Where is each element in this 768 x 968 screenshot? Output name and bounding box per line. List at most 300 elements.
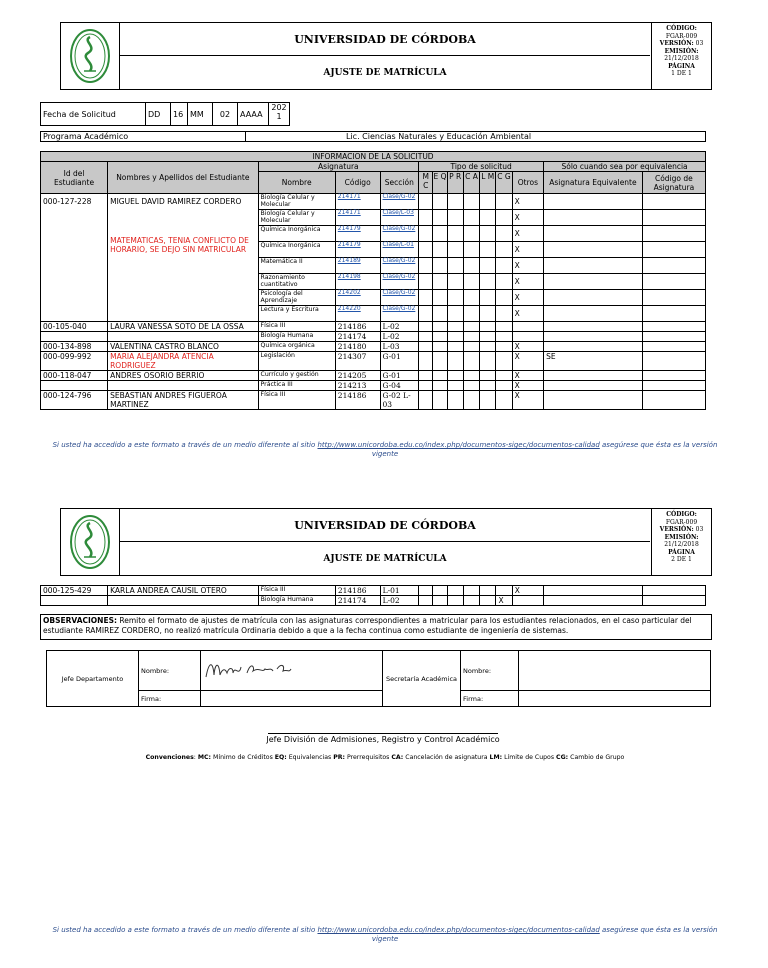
type-cell bbox=[496, 352, 512, 371]
subject-section-link[interactable]: Clase/G-02 bbox=[380, 226, 419, 242]
type-cell bbox=[433, 352, 447, 371]
otros-mark: X bbox=[512, 352, 544, 371]
table-row bbox=[41, 596, 706, 606]
subject-name: Química orgánica bbox=[258, 342, 335, 352]
student-name: ANDRES OSORIO BERRIO bbox=[108, 371, 258, 381]
type-cell bbox=[447, 194, 463, 210]
table-row bbox=[41, 391, 706, 410]
section-title: INFORMACION DE LA SOLICITUD bbox=[41, 152, 706, 162]
type-cell bbox=[480, 332, 496, 342]
type-cell bbox=[496, 242, 512, 258]
convencion-key: CG: bbox=[556, 754, 569, 761]
secretaria-label: Secretaría Académica bbox=[383, 651, 461, 707]
subject-section: G-02 L-03 bbox=[380, 391, 419, 410]
type-cell bbox=[463, 210, 479, 226]
otros-mark: X bbox=[512, 194, 544, 210]
type-cell bbox=[496, 371, 512, 381]
equiv-cell bbox=[544, 322, 643, 332]
equiv-code-cell bbox=[642, 332, 705, 342]
type-cell bbox=[433, 258, 447, 274]
subject-section: L-02 bbox=[380, 322, 419, 332]
page-number: 2 DE 1 bbox=[671, 556, 692, 563]
convencion-value: Prerrequisitos bbox=[346, 754, 390, 761]
otros-mark: X bbox=[512, 381, 544, 391]
otros-mark: X bbox=[512, 210, 544, 226]
type-cell bbox=[433, 290, 447, 306]
type-cell bbox=[463, 371, 479, 381]
type-cell bbox=[463, 306, 479, 322]
type-cell bbox=[447, 210, 463, 226]
type-cell bbox=[433, 226, 447, 242]
type-cell bbox=[480, 210, 496, 226]
table-row bbox=[41, 342, 706, 352]
student-id: 000-125-429 bbox=[41, 586, 108, 596]
university-logo bbox=[61, 23, 120, 89]
otros-mark: X bbox=[512, 290, 544, 306]
subject-name: Biología Celular y Molecular bbox=[258, 210, 335, 226]
col-id: Id del Estudiante bbox=[41, 162, 108, 194]
type-cell bbox=[496, 306, 512, 322]
division-label: Jefe División de Admisiones, Registro y Control Académico bbox=[266, 735, 500, 744]
student-id bbox=[41, 381, 108, 391]
type-cell bbox=[433, 274, 447, 290]
doc-meta: CÓDIGO: FGAR-009 VERSIÓN: 03 EMISIÓN: 21/12/2018 PÁGINA 2 DE 1 bbox=[651, 509, 711, 575]
type-cell bbox=[480, 381, 496, 391]
otros-mark: X bbox=[512, 391, 544, 410]
mm-label: MM bbox=[188, 103, 213, 126]
equiv-cell bbox=[544, 274, 643, 290]
type-cell bbox=[419, 290, 433, 306]
convencion-value: Cambio de Grupo bbox=[570, 754, 625, 761]
type-cell bbox=[480, 391, 496, 410]
student-name bbox=[108, 332, 258, 342]
programa-academico bbox=[40, 131, 706, 142]
subject-name: Física III bbox=[258, 391, 335, 410]
nombre-label-2: Nombre: bbox=[461, 651, 519, 691]
type-cell bbox=[419, 596, 433, 606]
type-cell bbox=[447, 274, 463, 290]
student-name: MARIA ALEJANDRA ATENCIA RODRIGUEZ bbox=[108, 352, 258, 371]
type-cell bbox=[433, 194, 447, 210]
type-cell bbox=[447, 258, 463, 274]
type-cell bbox=[496, 586, 512, 596]
doc-meta: CÓDIGO: FGAR-009 VERSIÓN: 03 EMISIÓN: 21/12/2018 PÁGINA 1 DE 1 bbox=[651, 23, 711, 89]
subject-section-link[interactable]: Clase/G-02 bbox=[380, 258, 419, 274]
type-cell bbox=[496, 391, 512, 410]
footer-note: Si usted ha accedido a este formato a través de un medio diferente al sitio http://www.unicordoba.edu.co/index.php/documentos-sigec/documentos-calidad asegúrese que ésta es la versión vigente bbox=[52, 441, 718, 458]
equiv-code-cell bbox=[642, 342, 705, 352]
type-cell bbox=[463, 274, 479, 290]
subject-section: G-01 bbox=[380, 371, 419, 381]
type-cell bbox=[496, 274, 512, 290]
subject-code: 214205 bbox=[335, 371, 380, 381]
convencion-key: LM: bbox=[489, 754, 503, 761]
university-logo bbox=[61, 509, 120, 575]
student-id: 00-105-040 bbox=[41, 322, 108, 332]
type-cell bbox=[419, 242, 433, 258]
aaaa-value: 202 1 bbox=[269, 103, 290, 126]
equiv-cell bbox=[544, 371, 643, 381]
nombre-field-2 bbox=[519, 651, 711, 691]
equiv-code-cell bbox=[642, 242, 705, 258]
programa-value: Lic. Ciencias Naturales y Educación Ambiental bbox=[246, 132, 706, 142]
subject-code: 214186 bbox=[335, 391, 380, 410]
subject-name: Biología Humana bbox=[258, 596, 335, 606]
type-cell bbox=[463, 290, 479, 306]
type-cell bbox=[433, 371, 447, 381]
type-cell bbox=[496, 210, 512, 226]
university-name: UNIVERSIDAD DE CÓRDOBA bbox=[120, 509, 650, 542]
equiv-code-cell bbox=[642, 596, 705, 606]
page1-header bbox=[60, 22, 712, 90]
col-asignatura: Asignatura bbox=[258, 162, 419, 172]
observaciones-text: Remito el formato de ajustes de matrícula con las asignaturas correspondientes a matricular para los estudiantes relacionados, en el caso particular del estudiante RAMIREZ CORDERO, no realizó matrícula Ordinaria debido a que a la fecha continua como estudiante de ingeniería de sistemas. bbox=[43, 616, 692, 635]
type-cell bbox=[419, 226, 433, 242]
dd-value: 16 bbox=[171, 103, 188, 126]
type-cell bbox=[480, 322, 496, 332]
subject-section-link[interactable]: Clase/G-02 bbox=[380, 274, 419, 290]
subject-code-link[interactable]: 214179 bbox=[335, 242, 380, 258]
convencion-key: PR: bbox=[333, 754, 345, 761]
convencion-value: Límite de Cupos bbox=[504, 754, 555, 761]
subject-name: Currículo y gestión bbox=[258, 371, 335, 381]
type-cell bbox=[480, 306, 496, 322]
type-cell bbox=[447, 596, 463, 606]
university-name: UNIVERSIDAD DE CÓRDOBA bbox=[120, 23, 650, 56]
programa-label: Programa Académico bbox=[41, 132, 246, 142]
type-cell bbox=[480, 371, 496, 381]
student-id: 000-134-898 bbox=[41, 342, 108, 352]
table-row bbox=[41, 322, 706, 332]
type-cell bbox=[496, 290, 512, 306]
subject-name: Legislación bbox=[258, 352, 335, 371]
observaciones-label: OBSERVACIONES: bbox=[43, 616, 117, 625]
mm-value: 02 bbox=[213, 103, 238, 126]
subject-code: 214174 bbox=[335, 596, 380, 606]
subject-section-link[interactable]: Clase/L-01 bbox=[380, 242, 419, 258]
dd-label: DD bbox=[146, 103, 171, 126]
type-cell bbox=[447, 586, 463, 596]
form-title: AJUSTE DE MATRÍCULA bbox=[323, 553, 447, 564]
type-cell bbox=[433, 332, 447, 342]
type-cell bbox=[496, 381, 512, 391]
otros-mark: X bbox=[512, 258, 544, 274]
table-row bbox=[41, 332, 706, 342]
type-cell bbox=[419, 274, 433, 290]
otros-mark: X bbox=[512, 306, 544, 322]
equiv-code-cell bbox=[642, 306, 705, 322]
convencion-key: CA: bbox=[391, 754, 404, 761]
otros-mark: X bbox=[512, 226, 544, 242]
subject-code-link[interactable]: 214189 bbox=[335, 258, 380, 274]
type-cell bbox=[463, 342, 479, 352]
firma-field bbox=[201, 691, 383, 707]
otros-mark: X bbox=[512, 371, 544, 381]
student-id: 000-124-796 bbox=[41, 391, 108, 410]
student-name-cell bbox=[108, 194, 258, 322]
type-cell bbox=[463, 586, 479, 596]
equiv-code-cell bbox=[642, 352, 705, 371]
student-name: VALENTINA CASTRO BLANCO bbox=[108, 342, 258, 352]
table-row bbox=[41, 381, 706, 391]
convencion-value: Cancelación de asignatura bbox=[405, 754, 488, 761]
type-cell bbox=[447, 342, 463, 352]
equiv-cell bbox=[544, 290, 643, 306]
type-mark: X bbox=[496, 596, 512, 606]
type-cell bbox=[447, 381, 463, 391]
table-row bbox=[41, 371, 706, 381]
col-cg: C G bbox=[496, 172, 512, 194]
type-cell bbox=[463, 226, 479, 242]
subject-name: Psicología del Aprendizaje bbox=[258, 290, 335, 306]
type-cell bbox=[480, 342, 496, 352]
col-seccion: Sección bbox=[380, 172, 419, 194]
table-row bbox=[41, 352, 706, 371]
equiv-cell bbox=[544, 210, 643, 226]
type-cell bbox=[447, 371, 463, 381]
equiv-cell bbox=[544, 586, 643, 596]
student-id bbox=[41, 332, 108, 342]
student-id: 000-099-992 bbox=[41, 352, 108, 371]
type-cell bbox=[433, 306, 447, 322]
type-cell bbox=[496, 322, 512, 332]
convenciones: Convenciones: MC: Mínimo de Créditos EQ: Equivalencias PR: Prerrequisitos CA: Cancelación de asignatura LM: Límite de Cupos CG: Cambio de Grupo bbox=[145, 754, 625, 761]
type-cell bbox=[480, 290, 496, 306]
type-cell bbox=[433, 381, 447, 391]
equiv-cell bbox=[544, 391, 643, 410]
subject-code-link[interactable]: 214198 bbox=[335, 274, 380, 290]
col-lm: L M bbox=[480, 172, 496, 194]
col-otros: Otros bbox=[512, 172, 544, 194]
equiv-code-cell bbox=[642, 371, 705, 381]
equiv-code-cell bbox=[642, 586, 705, 596]
equiv-cell bbox=[544, 342, 643, 352]
type-cell bbox=[463, 242, 479, 258]
subject-code: 214213 bbox=[335, 381, 380, 391]
subject-name: Práctica III bbox=[258, 381, 335, 391]
type-cell bbox=[463, 258, 479, 274]
subject-section: L-01 bbox=[380, 586, 419, 596]
type-cell bbox=[480, 352, 496, 371]
subject-section: L-02 bbox=[380, 596, 419, 606]
student-id: 000-118-047 bbox=[41, 371, 108, 381]
equiv-code-cell bbox=[642, 258, 705, 274]
table-row bbox=[41, 586, 706, 596]
type-cell bbox=[480, 226, 496, 242]
subject-name: Lectura y Escritura bbox=[258, 306, 335, 322]
type-cell bbox=[480, 274, 496, 290]
type-cell bbox=[433, 242, 447, 258]
page-number: 1 DE 1 bbox=[671, 70, 692, 77]
subject-section-link[interactable]: Clase/G-02 bbox=[380, 306, 419, 322]
type-cell bbox=[419, 194, 433, 210]
equiv-cell bbox=[544, 258, 643, 274]
subject-name: Química Inorgánica bbox=[258, 226, 335, 242]
type-cell bbox=[447, 332, 463, 342]
otros-mark: X bbox=[512, 342, 544, 352]
subject-section-link[interactable]: Clase/G-02 bbox=[380, 194, 419, 210]
type-cell bbox=[447, 322, 463, 332]
subject-name: Física III bbox=[258, 322, 335, 332]
type-cell bbox=[433, 342, 447, 352]
type-cell bbox=[480, 596, 496, 606]
subject-code-link[interactable]: 214220 bbox=[335, 306, 380, 322]
subject-code-link[interactable]: 214171 bbox=[335, 194, 380, 210]
subject-name: Biología Humana bbox=[258, 332, 335, 342]
col-tipo: Tipo de solicitud bbox=[419, 162, 544, 172]
col-pr: P R bbox=[447, 172, 463, 194]
student-name: SEBASTIAN ANDRES FIGUEROA MARTINEZ bbox=[108, 391, 258, 410]
table-row bbox=[41, 194, 706, 210]
type-cell bbox=[447, 226, 463, 242]
type-cell bbox=[496, 194, 512, 210]
student-name bbox=[108, 381, 258, 391]
convencion-key: MC: bbox=[197, 754, 212, 761]
type-cell bbox=[447, 290, 463, 306]
student-name: MIGUEL DAVID RAMIREZ CORDERO bbox=[110, 197, 242, 206]
type-cell bbox=[447, 391, 463, 410]
fecha-solicitud bbox=[40, 102, 290, 126]
type-cell bbox=[463, 332, 479, 342]
student-name: KARLA ANDREA CAUSIL OTERO bbox=[108, 586, 258, 596]
student-name: LAURA VANESSA SOTO DE LA OSSA bbox=[108, 322, 258, 332]
subject-section: G-01 bbox=[380, 352, 419, 371]
type-cell bbox=[480, 586, 496, 596]
equiv-cell: SE bbox=[544, 352, 643, 371]
subject-code: 214174 bbox=[335, 332, 380, 342]
equiv-cell bbox=[544, 332, 643, 342]
type-cell bbox=[419, 352, 433, 371]
equiv-code-cell bbox=[642, 210, 705, 226]
subject-section-link[interactable]: Clase/G-02 bbox=[380, 290, 419, 306]
type-cell bbox=[496, 226, 512, 242]
convencion-key: EQ: bbox=[274, 754, 287, 761]
equiv-cell bbox=[544, 381, 643, 391]
equiv-code-cell bbox=[642, 274, 705, 290]
type-cell bbox=[496, 342, 512, 352]
subject-name: Matemática II bbox=[258, 258, 335, 274]
type-cell bbox=[419, 210, 433, 226]
equiv-cell bbox=[544, 194, 643, 210]
form-title: AJUSTE DE MATRÍCULA bbox=[323, 67, 447, 78]
equiv-cell bbox=[544, 596, 643, 606]
type-cell bbox=[419, 391, 433, 410]
type-cell bbox=[463, 381, 479, 391]
subject-code-link[interactable]: 214179 bbox=[335, 226, 380, 242]
firma-label-2: Firma: bbox=[461, 691, 519, 707]
observaciones-box bbox=[40, 614, 712, 640]
page2-header bbox=[60, 508, 712, 576]
equiv-code-cell bbox=[642, 194, 705, 210]
subject-section: L-02 bbox=[380, 332, 419, 342]
subject-name: Razonamiento cuantitativo bbox=[258, 274, 335, 290]
type-cell bbox=[463, 391, 479, 410]
aaaa-label: AAAA bbox=[238, 103, 269, 126]
type-cell bbox=[496, 258, 512, 274]
col-cod-asig: Código de Asignatura bbox=[642, 172, 705, 194]
type-cell bbox=[480, 242, 496, 258]
col-mc: M C bbox=[419, 172, 433, 194]
subject-code: 214307 bbox=[335, 352, 380, 371]
equiv-code-cell bbox=[642, 290, 705, 306]
type-cell bbox=[419, 306, 433, 322]
subject-code: 214180 bbox=[335, 342, 380, 352]
col-equivalencia: Sólo cuando sea por equivalencia bbox=[544, 162, 706, 172]
subject-name: Química Inorgánica bbox=[258, 242, 335, 258]
col-codigo: Código bbox=[335, 172, 380, 194]
student-id: 000-127-228 bbox=[41, 194, 108, 322]
type-cell bbox=[433, 596, 447, 606]
col-eq: E Q bbox=[433, 172, 447, 194]
subject-code-link[interactable]: 214171 bbox=[335, 210, 380, 226]
firma-field-2 bbox=[519, 691, 711, 707]
type-cell bbox=[447, 306, 463, 322]
firma-label: Firma: bbox=[139, 691, 201, 707]
type-mark: X bbox=[512, 586, 544, 596]
otros-mark bbox=[512, 322, 544, 332]
type-cell bbox=[463, 194, 479, 210]
fecha-label: Fecha de Solicitud bbox=[41, 103, 146, 126]
type-cell bbox=[496, 332, 512, 342]
type-cell bbox=[419, 342, 433, 352]
otros-mark: X bbox=[512, 242, 544, 258]
col-nombres: Nombres y Apellidos del Estudiante bbox=[108, 162, 258, 194]
col-asig-equiv: Asignatura Equivalente bbox=[544, 172, 643, 194]
subject-section: L-03 bbox=[380, 342, 419, 352]
type-cell bbox=[447, 352, 463, 371]
type-cell bbox=[463, 352, 479, 371]
subject-section: G-04 bbox=[380, 381, 419, 391]
subject-section-link[interactable]: Clase/L-03 bbox=[380, 210, 419, 226]
type-cell bbox=[480, 194, 496, 210]
subject-name: Física III bbox=[258, 586, 335, 596]
convencion-value: Equivalencias bbox=[288, 754, 332, 761]
student-name bbox=[108, 596, 258, 606]
signature-table bbox=[46, 650, 711, 707]
equiv-code-cell bbox=[642, 322, 705, 332]
footer-note-2: Si usted ha accedido a este formato a través de un medio diferente al sitio http://www.unicordoba.edu.co/index.php/documentos-sigec/documentos-calidad asegúrese que ésta es la versión vigente bbox=[52, 926, 718, 943]
type-cell bbox=[480, 258, 496, 274]
equiv-code-cell bbox=[642, 391, 705, 410]
equiv-code-cell bbox=[642, 226, 705, 242]
type-cell bbox=[419, 586, 433, 596]
documentos-link-2[interactable]: http://www.unicordoba.edu.co/index.php/documentos-sigec/documentos-calidad bbox=[317, 926, 600, 934]
type-cell bbox=[463, 322, 479, 332]
student-id bbox=[41, 596, 108, 606]
type-cell bbox=[433, 586, 447, 596]
type-cell bbox=[419, 322, 433, 332]
type-cell bbox=[433, 391, 447, 410]
type-cell bbox=[447, 242, 463, 258]
division-signature-line bbox=[268, 733, 498, 734]
subject-code: 214186 bbox=[335, 586, 380, 596]
documentos-link[interactable]: http://www.unicordoba.edu.co/index.php/documentos-sigec/documentos-calidad bbox=[317, 441, 600, 449]
subject-code-link[interactable]: 214202 bbox=[335, 290, 380, 306]
nombre-label: Nombre: bbox=[139, 651, 201, 691]
equiv-code-cell bbox=[642, 381, 705, 391]
jefe-departamento-label: Jefe Departamento bbox=[47, 651, 139, 707]
signature-image bbox=[201, 651, 383, 691]
student-note: MATEMATICAS, TENIA CONFLICTO DE HORARIO, SE DEJO SIN MATRICULAR bbox=[110, 236, 249, 254]
otros-mark: X bbox=[512, 274, 544, 290]
otros-mark bbox=[512, 332, 544, 342]
col-ca: C A bbox=[463, 172, 479, 194]
page2-table bbox=[40, 585, 706, 606]
equiv-cell bbox=[544, 306, 643, 322]
col-nombre: Nombre bbox=[258, 172, 335, 194]
type-cell bbox=[419, 332, 433, 342]
type-cell bbox=[419, 371, 433, 381]
